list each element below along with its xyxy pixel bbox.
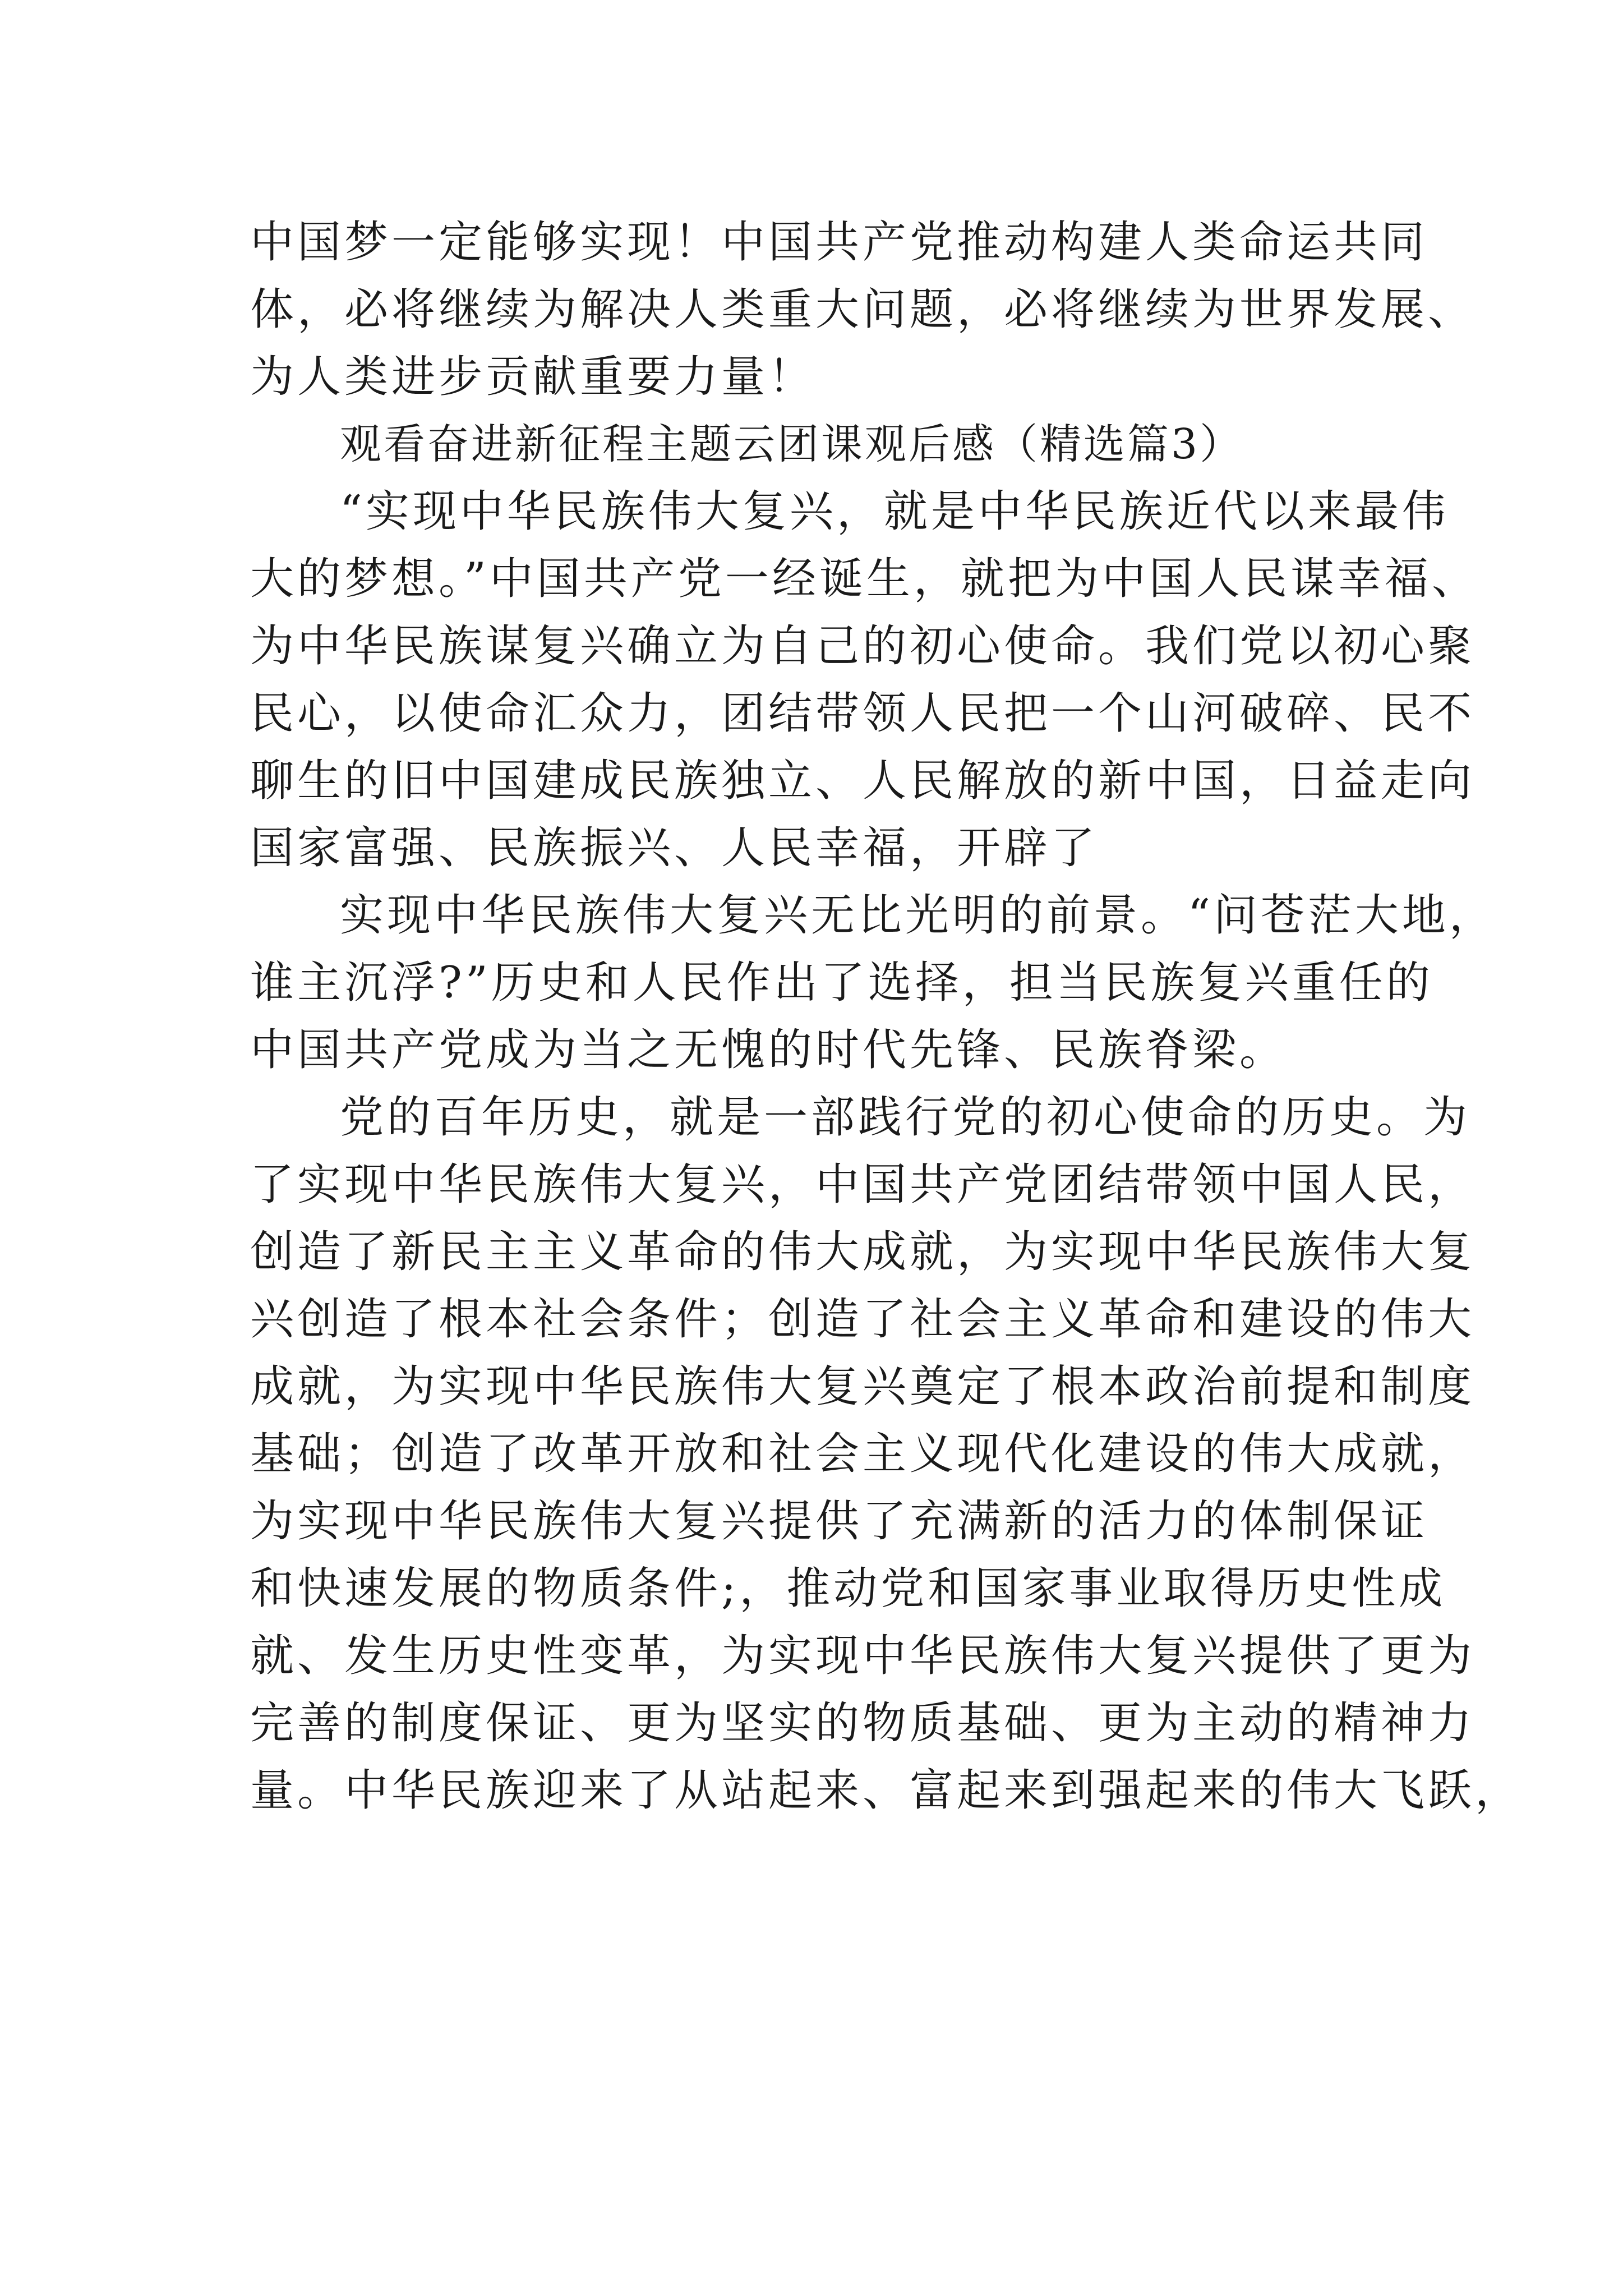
- text-line: 为中华民族谋复兴确立为自己的初心使命。我们党以初心聚: [250, 621, 1476, 671]
- text-line: 体，必将继续为解决人类重大问题，必将继续为世界发展、: [250, 284, 1476, 335]
- text-line: 就、发生历史性变革，为实现中华民族伟大复兴提供了更为: [250, 1631, 1476, 1681]
- paragraph-first-line: 实现中华民族伟大复兴无比光明的前景。“问苍茫大地，: [340, 890, 1496, 941]
- text-line: 基础；创造了改革开放和社会主义现代化建设的伟大成就，: [250, 1429, 1476, 1479]
- text-line: 国家富强、民族振兴、人民幸福，开辟了: [250, 823, 1099, 873]
- text-line: 创造了新民主主义革命的伟大成就，为实现中华民族伟大复: [250, 1227, 1476, 1277]
- section-heading: 观看奋进新征程主题云团课观后感（精选篇3）: [340, 420, 1244, 468]
- text-line: 了实现中华民族伟大复兴，中国共产党团结带领中国人民，: [250, 1159, 1476, 1210]
- text-line: 和快速发展的物质条件;，推动党和国家事业取得历史性成: [250, 1563, 1446, 1614]
- text-line: 量。中华民族迎来了从站起来、富起来到强起来的伟大飞跃，: [250, 1765, 1523, 1816]
- text-line: 成就，为实现中华民族伟大复兴奠定了根本政治前提和制度: [250, 1361, 1476, 1412]
- text-line: 聊生的旧中国建成民族独立、人民解放的新中国，日益走向: [250, 756, 1476, 806]
- text-line: 中国梦一定能够实现！中国共产党推动构建人类命运共同: [250, 217, 1428, 268]
- text-line: 大的梦想。”中国共产党一经诞生，就把为中国人民谋幸福、: [250, 554, 1479, 604]
- text-line: 完善的制度保证、更为坚实的物质基础、更为主动的精神力: [250, 1698, 1476, 1749]
- text-line: 为实现中华民族伟大复兴提供了充满新的活力的体制保证: [250, 1496, 1428, 1547]
- text-line: 中国共产党成为当之无愧的时代先锋、民族脊梁。: [250, 1025, 1287, 1075]
- text-line: 民心，以使命汇众力，团结带领人民把一个山河破碎、民不: [250, 688, 1476, 739]
- document-body: [250, 209, 1523, 1824]
- paragraph-first-line: “实现中华民族伟大复兴，就是中华民族近代以来最伟: [340, 486, 1449, 537]
- text-line: 谁主沉浮?”历史和人民作出了选择，担当民族复兴重任的: [250, 958, 1433, 1008]
- text-line: 兴创造了根本社会条件；创造了社会主义革命和建设的伟大: [250, 1294, 1476, 1345]
- text-line: 为人类进步贡献重要力量！: [250, 352, 816, 402]
- paragraph-first-line: 党的百年历史，就是一部践行党的初心使命的历史。为: [340, 1092, 1471, 1143]
